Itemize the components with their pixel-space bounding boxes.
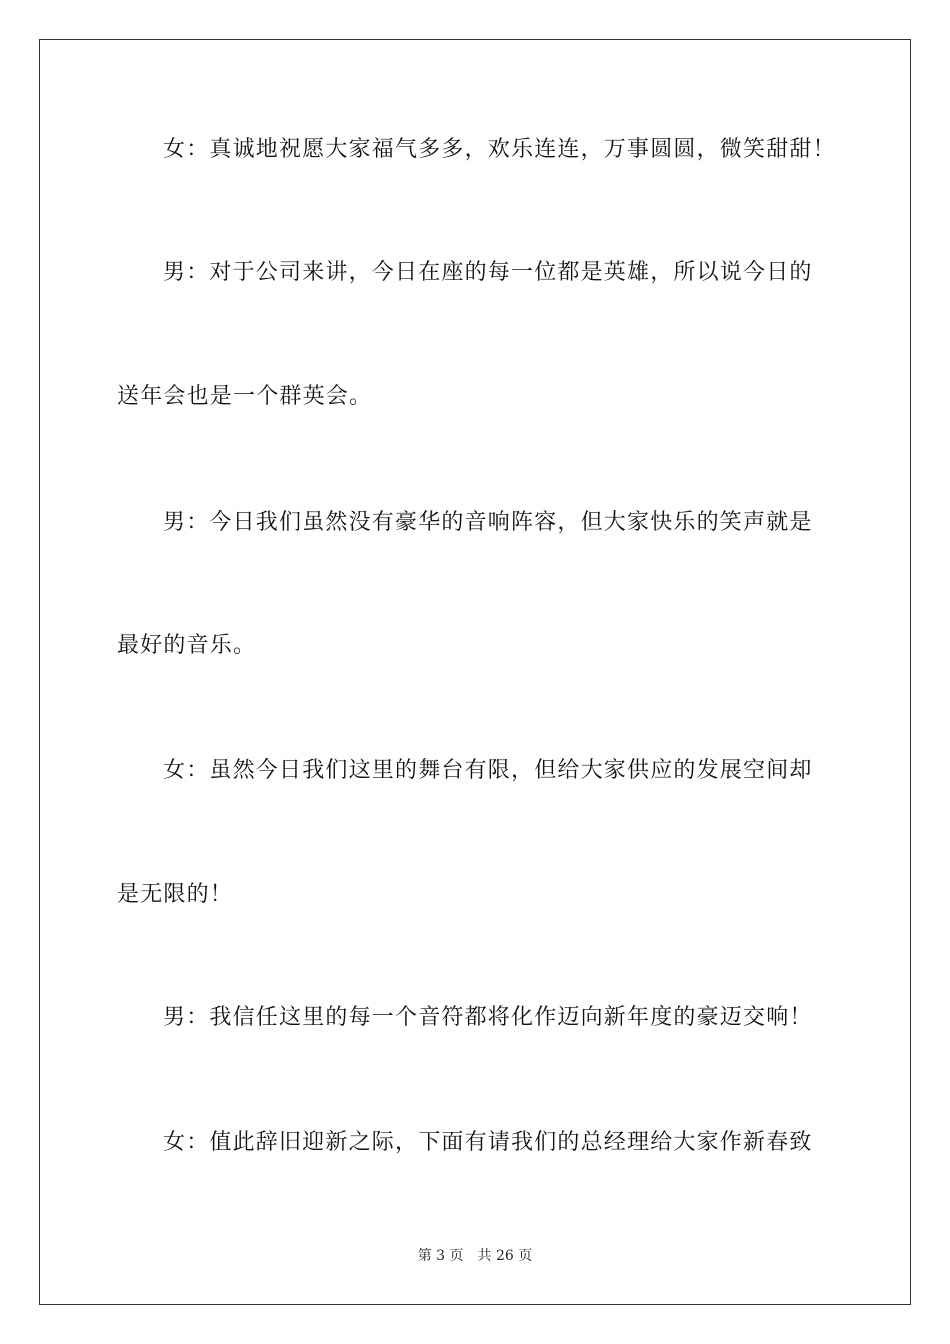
page-border [39,39,911,1305]
paragraph-line: 是无限的！ [117,882,234,907]
paragraph-line: 男：我信任这里的每一个音符都将化作迈向新年度的豪迈交响！ [163,1005,813,1030]
paragraph-line: 最好的音乐。 [117,633,257,658]
paragraph-line: 送年会也是一个群英会。 [117,384,373,409]
paragraph-line: 女：值此辞旧迎新之际，下面有请我们的总经理给大家作新春致 [163,1130,813,1155]
paragraph-line: 男：对于公司来讲，今日在座的每一位都是英雄，所以说今日的 [163,260,813,285]
paragraph-line: 女：虽然今日我们这里的舞台有限，但给大家供应的发展空间却 [163,758,813,783]
paragraph-line: 女：真诚地祝愿大家福气多多，欢乐连连，万事圆圆，微笑甜甜！ [163,137,836,162]
page-total: 共 26 页 [477,1248,533,1264]
paragraph-line: 男：今日我们虽然没有豪华的音响阵容，但大家快乐的笑声就是 [163,510,813,535]
page-footer [0,1246,950,1266]
page-number: 第 3 页 [417,1248,464,1264]
